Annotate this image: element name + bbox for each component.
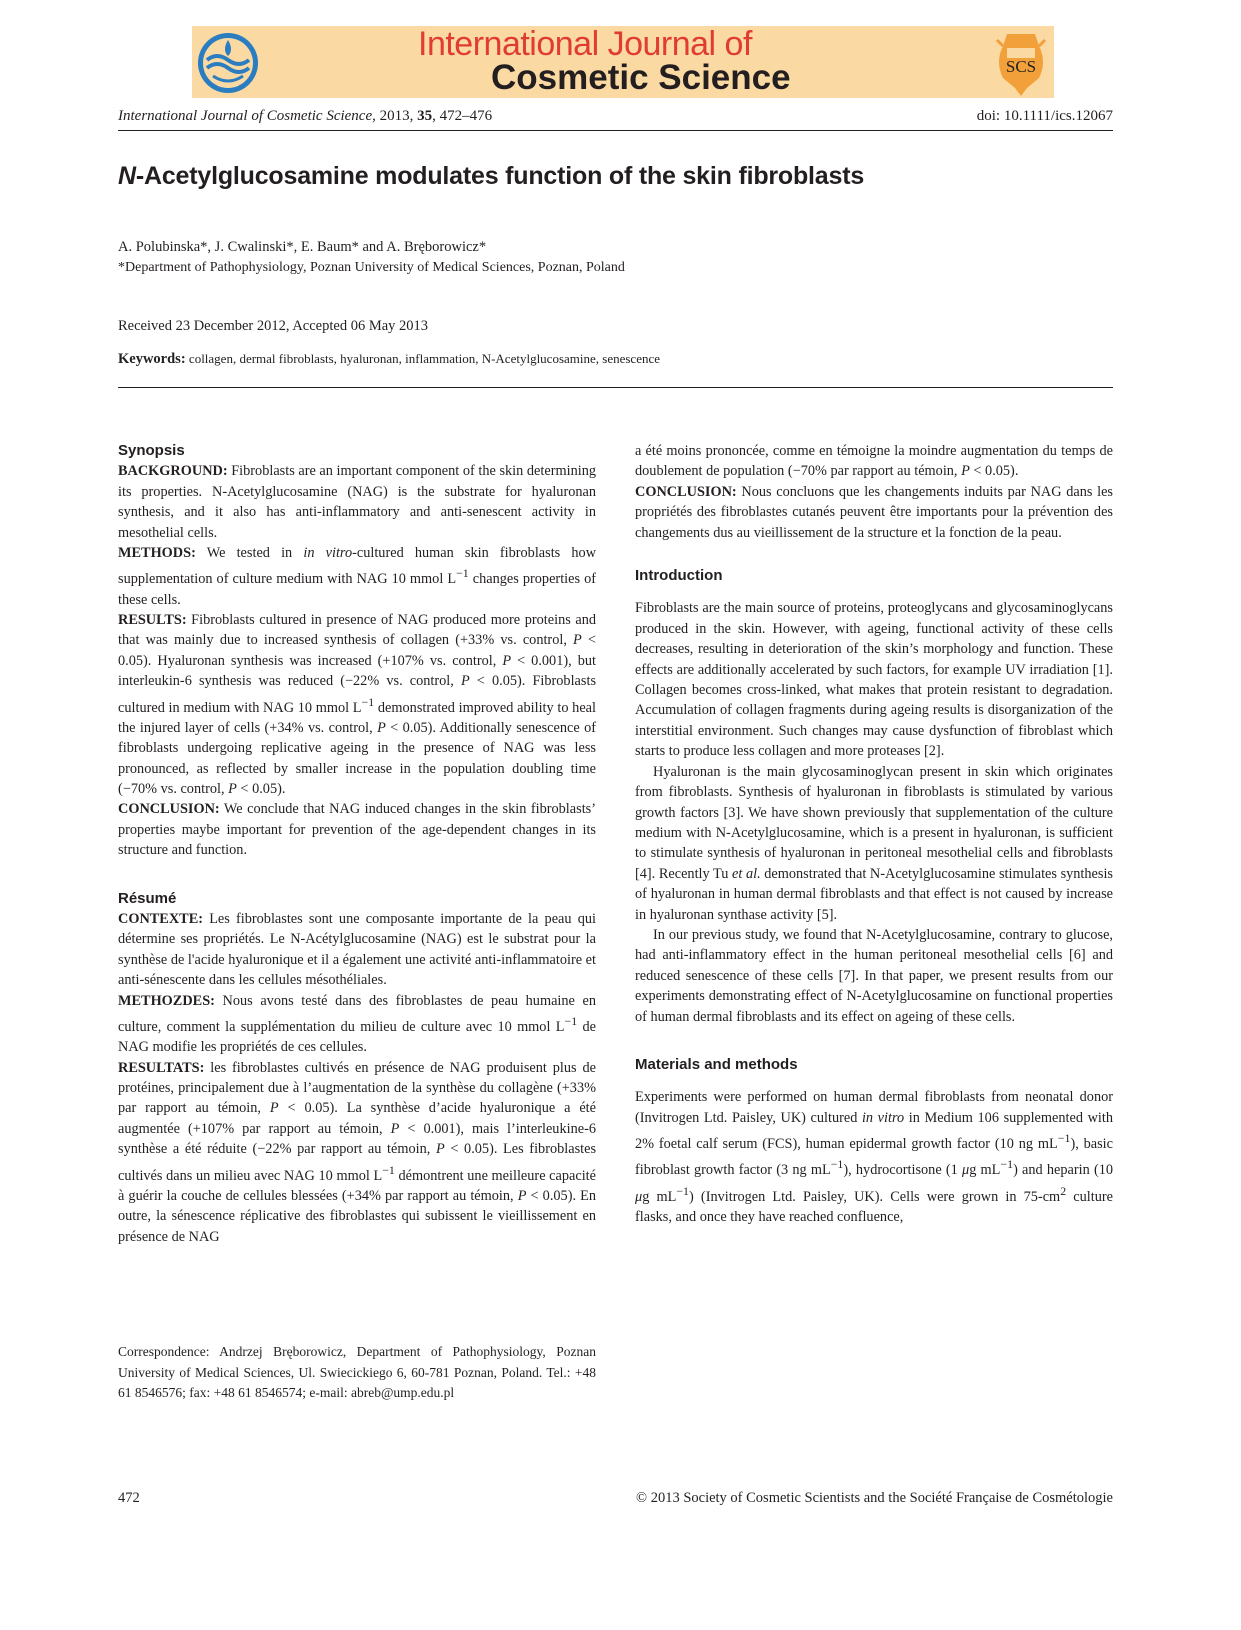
intro-paragraph-2: Hyaluronan is the main glycosaminoglycan present in skin which originates from fibroblasts. Synthesis of hyaluronan in fibroblasts is stimulated by various growth factors [3]. We have shown previously that supplementation of the culture medium with N-Acetylglucosamine, which is a present in hyaluronan, is sufficient to stimulate synthesis of hyaluronan in peritoneal mesothelial cells and fibroblasts [4]. Recently Tu et al. demonstrated that N-Acetylglucosamine stimulates synthesis of hyaluronan in human dermal fibroblasts and that effect is not caused by increase in hyaluronan synthase activity [5]. (635, 763, 1114, 923)
citation-volume: 35 (417, 108, 433, 124)
synopsis-heading: Synopsis (118, 442, 185, 459)
society-logo-text: SCS (1005, 57, 1037, 76)
resume-conclusion: CONCLUSION: Nous concluons que les changements induits par NAG dans les propriétés des fibroblastes cutanés peuvent être importants pour la prévention des changements dus au vieillissement de la structure et la fonction de la peau. (635, 483, 1113, 541)
journal-name-line2: Cosmetic Science (491, 58, 791, 97)
article-title: N-Acetylglucosamine modulates function of the skin fibroblasts (118, 162, 865, 190)
journal-name-line1: International Journal of (418, 25, 752, 63)
resume-resultats: RESULTATS: les fibroblastes cultivés en présence de NAG produisent plus de protéines, principalement due à l’augmentation de la synthèse du collagène (+33% par rapport au témoin, P < 0.05). La synthèse d’acide hyaluronique a été augmentée (+107% par rapport au témoin, P < 0.001), mais l’interleukine-6 synthèse a été réduite (−22% par rapport au témoin, P < 0.05). Les fibroblastes cultivés dans un milieu avec NAG 10 mmol $L^{-1}$ démontrent une meilleure capacité à guérir la couche de cellules blessées (+34% par rapport au témoin, P < 0.05). En outre, la sénescence réplicative des fibroblastes qui subissent le vieillissement en présence de NAG (118, 1059, 597, 1245)
affiliation: *Department of Pathophysiology, Poznan University of Medical Sciences, Poznan, Poland (118, 260, 625, 275)
page-number: 472 (118, 1490, 140, 1506)
citation-pages: , 472–476 (432, 108, 493, 124)
left-column (118, 441, 596, 1247)
methods-heading: Materials and methods (635, 1055, 798, 1073)
intro-paragraph-1: Fibroblasts are the main source of proteins, proteoglycans and glycosaminoglycans produced in the skin. However, with ageing, functional activity of these cells decreases, resulting in deterioration of the skin’s morphology and function. These effects are additionally accelerated by such factors, for example UV irradiation [1]. Collagen becomes cross-linked, what makes that protein resistant to degradation. Accumulation of collagen fragments during ageing results is disorganization of the interstitial environment. Such changes may cause dysfunction of fibroblast which starts to produce less collagen and more proteases [2]. (635, 600, 1113, 760)
journal-logo-icon (195, 30, 261, 96)
resume-heading: Résumé (118, 889, 177, 907)
society-logo-icon (993, 26, 1049, 98)
abstract-rule (118, 387, 1113, 388)
received-dates: Received 23 December 2012, Accepted 06 May 2013 (118, 318, 429, 334)
keywords: Keywords: collagen, dermal fibroblasts, hyaluronan, inflammation, N-Acetylglucosamine, senescence (118, 351, 661, 367)
synopsis-background: BACKGROUND: Fibroblasts are an important component of the skin determining its properties. N-Acetylglucosamine (NAG) is the substrate for hyaluronan synthesis, and it also has anti-inflammatory and anti-senescent activity in mesothelial cells. (118, 463, 596, 541)
citation-journal: International Journal of Cosmetic Science (118, 108, 373, 124)
introduction-heading: Introduction (635, 567, 723, 585)
synopsis-conclusion: CONCLUSION: We conclude that NAG induced changes in the skin fibroblasts’ properties maybe important for prevention of the age-dependent changes in its structure and function. (118, 801, 596, 859)
right-column (635, 441, 1113, 1227)
synopsis-results: RESULTS: Fibroblasts cultured in presence of NAG produced more proteins and that was mainly due to increased synthesis of collagen (+33% vs. control, P < 0.05). Hyaluronan synthesis was increased (+107% vs. control, P < 0.001), but interleukin-6 synthesis was reduced (−22% vs. control, P < 0.05). Fibroblasts cultured in medium with NAG 10 mmol $L^{-1}$ demonstrated improved ability to heal the injured layer of cells (+34% vs. control, P < 0.05). Additionally senescence of fibroblasts undergoing replicative ageing in the presence of NAG was less pronounced, as reflected by smaller increase in the population doubling time (−70% vs. control, P < 0.05). (118, 612, 597, 798)
resume-methodes: METHOZDES: Nous avons testé dans des fibroblastes de peau humaine en culture, comment la supplémentation du milieu de culture avec 10 mmol $L^{-1}$ de NAG modifie les propriétés de ces cellules. (118, 992, 596, 1056)
copyright: © 2013 Society of Cosmetic Scientists and the Société Française de Cosmétologie (636, 1490, 1113, 1506)
resume-contexte: CONTEXTE: Les fibroblastes sont une composante importante de la peau qui détermine ses propriétés. Le N-Acétylglucosamine (NAG) est le substrat pour la synthèse de l'acide hyaluronique et il a également une activité anti-inflammatoire et anti-sénescente dans les cellules mésothéliales. (118, 911, 596, 989)
header-rule (118, 130, 1113, 131)
intro-paragraph-3: In our previous study, we found that N-Acetylglucosamine, contrary to glucose, had anti-inflammatory effect in the human peritoneal mesothelial cells [6] and reduced senescence of these cells [7]. In that paper, we present results from our experiments demonstrating effect of N-Acetylglucosamine on functional properties of human dermal fibroblasts and its effect on ageing of these cells. (635, 926, 1113, 1025)
doi[interactable]: doi: 10.1111/ics.12067 (976, 108, 1113, 124)
correspondence: Correspondence: Andrzej Bręborowicz, Department of Pathophysiology, Poznan University of Medical Sciences, Ul. Swiecickiego 6, 60-781 Poznan, Poland. Tel.: +48 61 8546576; fax: +48 61 8546574; e-mail: abreb@ump.edu.pl (118, 1344, 596, 1400)
synopsis-methods: METHODS: We tested in in vitro-cultured human skin fibroblasts how supplementation of culture medium with NAG 10 mmol $L^{-1}$ changes properties of these cells. (118, 545, 597, 608)
methods-paragraph-1: Experiments were performed on human dermal fibroblasts from neonatal donor (Invitrogen Ltd. Paisley, UK) cultured in vitro in Medium 106 supplemented with 2% foetal calf serum (FCS), human epidermal growth factor (10 ng $mL^{-1}$), basic fibroblast growth factor (3 ng $mL^{-1}$), hydrocortisone (1 μg $mL^{-1}$) and heparin (10 μg $mL^{-1}$) (Invitrogen Ltd. Paisley, UK). Cells were grown in $75-cm^2$ culture flasks, and once they have reached confluence, (635, 1089, 1114, 1225)
citation-line: International Journal of Cosmetic Science, 2013, 35, 472–476 (118, 108, 493, 124)
resume-continued: a été moins prononcée, comme en témoigne la moindre augmentation du temps de doublement de population (−70% par rapport au témoin, P < 0.05). (635, 443, 1113, 480)
authors: A. Polubinska*, J. Cwalinski*, E. Baum* and A. Bręborowicz* (118, 239, 487, 255)
